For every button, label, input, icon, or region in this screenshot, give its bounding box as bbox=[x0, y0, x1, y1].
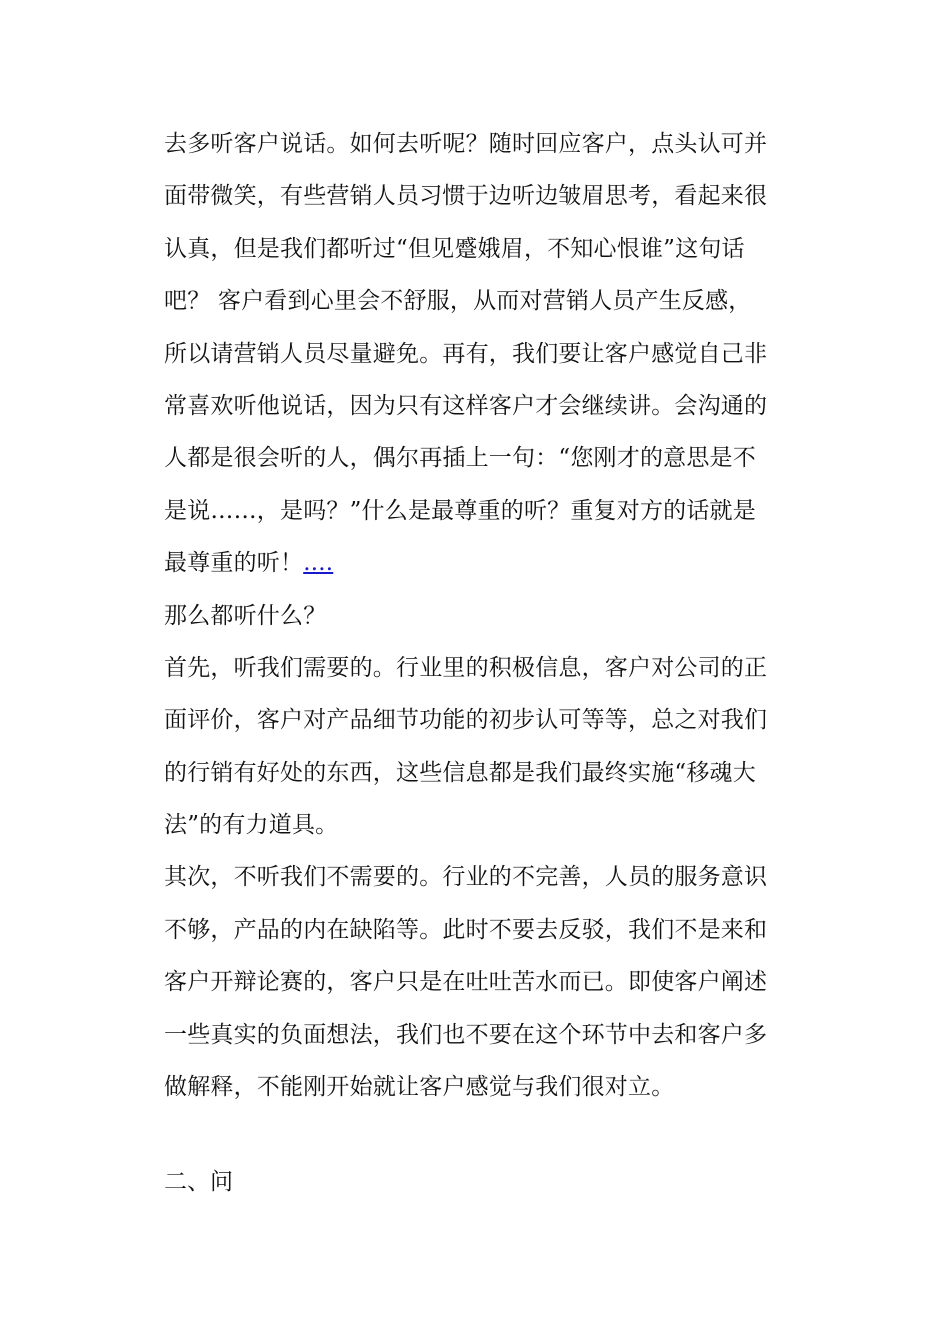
text-line: 所以请营销人员尽量避免。再有，我们要让客户感觉自己非 bbox=[164, 340, 768, 367]
text-line: 面带微笑，有些营销人员习惯于边听边皱眉思考，看起来很 bbox=[164, 183, 768, 210]
text-line: 法”的有力道具。 bbox=[164, 812, 339, 839]
question-line: 那么都听什么？ bbox=[164, 602, 327, 629]
text-line: 一些真实的负面想法，我们也不要在这个环节中去和客户多 bbox=[164, 1021, 768, 1048]
text-line: 不够，产品的内在缺陷等。此时不要去反驳，我们不是来和 bbox=[164, 916, 768, 943]
text-line: 其次，不听我们不需要的。行业的不完善，人员的服务意识 bbox=[164, 864, 768, 891]
more-link[interactable]: .... bbox=[303, 550, 334, 577]
paragraph-listen-needed bbox=[164, 642, 804, 852]
text-line: 的行销有好处的东西，这些信息都是我们最终实施“移魂大 bbox=[164, 759, 756, 786]
text-fragment: 最尊重的听！ bbox=[164, 550, 304, 577]
document-body bbox=[164, 118, 804, 1113]
section-heading: 二、问 bbox=[164, 1169, 233, 1195]
text-line: 客户开辩论赛的，客户只是在吐吐苦水而已。即使客户阐述 bbox=[164, 969, 768, 996]
text-line: 常喜欢听他说话，因为只有这样客户才会继续讲。会沟通的 bbox=[164, 392, 768, 419]
text-line: 首先，听我们需要的。行业里的积极信息，客户对公司的正 bbox=[164, 654, 768, 681]
text-line bbox=[164, 537, 804, 589]
text-line: 是说……，是吗？”什么是最尊重的听？重复对方的话就是 bbox=[164, 497, 756, 524]
paragraph-listening-how bbox=[164, 118, 804, 590]
text-line: 去多听客户说话。如何去听呢？随时回应客户，点头认可并 bbox=[164, 131, 768, 157]
text-line: 做解释，不能刚开始就让客户感觉与我们很对立。 bbox=[164, 1074, 675, 1101]
text-line: 面评价，客户对产品细节功能的初步认可等等，总之对我们 bbox=[164, 707, 768, 734]
text-line: 人都是很会听的人，偶尔再插上一句：“您刚才的意思是不 bbox=[164, 445, 756, 472]
text-line: 认真，但是我们都听过“但见蹙娥眉，不知心恨谁”这句话 bbox=[164, 235, 745, 262]
text-line: 吧？ 客户看到心里会不舒服，从而对营销人员产生反感， bbox=[164, 288, 752, 315]
paragraph-not-listen bbox=[164, 851, 804, 1113]
